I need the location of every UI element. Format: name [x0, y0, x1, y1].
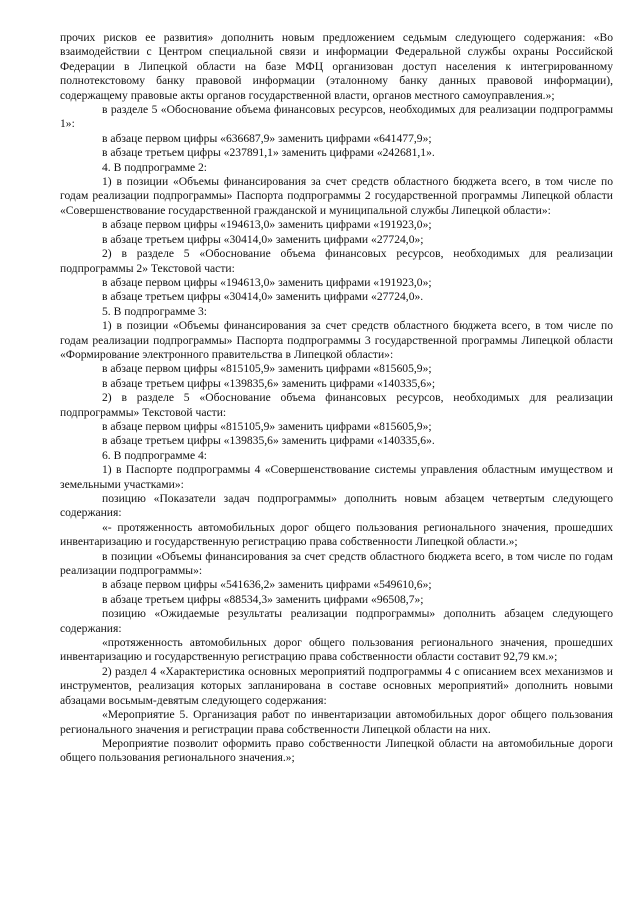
paragraph-sub4-passport: 1) в Паспорте подпрограммы 4 «Совершенствование системы управления областным имуществом и земельными участками»: — [60, 463, 613, 491]
paragraph-heading-sub4: 6. В подпрограмме 4: — [102, 448, 208, 462]
paragraph-sub4-results-quote: «протяженность автомобильных дорог общего пользования регионального значения, прошедших инвентаризацию и государственную регистрацию права собственности области составит 92,79 км.»; — [60, 636, 613, 664]
document-page — [60, 31, 613, 766]
paragraph-sub4-funding-third: в абзаце третьем цифры «88534,3» заменить цифрами «96508,7»; — [102, 592, 424, 606]
paragraph-sub2-section-third: в абзаце третьем цифры «30414,0» заменить цифрами «27724,0». — [102, 290, 424, 304]
paragraph-sub3-passport-third: в абзаце третьем цифры «139835,6» заменить цифрами «140335,6»; — [102, 376, 436, 390]
paragraph-sub4-funding: в позиции «Объемы финансирования за счет средств областного бюджета всего, в том числе по годам реализации подпрограммы»: — [60, 549, 613, 578]
paragraph-sub4-measure-5: «Мероприятие 5. Организация работ по инвентаризации автомобильных дорог общего пользования регионального значения и регистрации права собственности Липецкой области на них. — [60, 708, 613, 736]
paragraph-sub4-indicators: позицию «Показатели задач подпрограммы» дополнить новым абзацем четвертым следующего содержания: — [60, 492, 613, 520]
paragraph-sub1-first-abzac: в абзаце первом цифры «636687,9» заменить цифрами «641477,9»; — [102, 131, 432, 145]
paragraph-sub4-funding-first: в абзаце первом цифры «541636,2» заменить цифрами «549610,6»; — [102, 578, 432, 592]
paragraph-sub1-third-abzac: в абзаце третьем цифры «237891,1» заменить цифрами «242681,1». — [102, 146, 435, 160]
paragraph-intro-continuation: прочих рисков ее развития» дополнить новым предложением седьмым следующего содержания: «Во взаимодействии с Центром специальной связи и информации Федеральной службы охраны Российской Федерации в Липецкой области на базе МФЦ организован доступ населения к интегрированному полнотекстовому банку правовой информации (эталонному банку данных правовой информации), содержащему правовые акты органов государственной власти, органов местного самоуправления.»; — [60, 31, 613, 102]
paragraph-sub4-results: позицию «Ожидаемые результаты реализации подпрограммы» дополнить абзацем следующего содержания: — [60, 607, 613, 635]
paragraph-heading-sub3: 5. В подпрограмме 3: — [102, 304, 208, 318]
paragraph-section-5-sub1: в разделе 5 «Обоснование объема финансовых ресурсов, необходимых для реализации подпрограммы 1»: — [60, 103, 613, 131]
paragraph-heading-sub2: 4. В подпрограмме 2: — [102, 160, 208, 174]
paragraph-sub2-passport: 1) в позиции «Объемы финансирования за счет средств областного бюджета всего, в том числе по годам реализации подпрограммы» Паспорта подпрограммы 2 государственной программы Липецкой области «Совершенствование государственной гражданской и муниципальной службы Липецкой области»: — [60, 175, 613, 217]
paragraph-sub3-section-third: в абзаце третьем цифры «139835,6» заменить цифрами «140335,6». — [102, 434, 435, 448]
paragraph-sub2-section-5: 2) в разделе 5 «Обоснование объема финансовых ресурсов, необходимых для реализации подпрограммы 2» Текстовой части: — [60, 247, 613, 275]
paragraph-sub3-section-5: 2) в разделе 5 «Обоснование объема финансовых ресурсов, необходимых для реализации подпрограммы» Текстовой части: — [60, 391, 613, 419]
paragraph-sub2-section-first: в абзаце первом цифры «194613,0» заменить цифрами «191923,0»; — [102, 275, 432, 289]
paragraph-sub3-passport: 1) в позиции «Объемы финансирования за счет средств областного бюджета всего, в том числе по годам реализации подпрограммы» Паспорта подпрограммы 3 государственной программы Липецкой области «Формирование электронного правительства в Липецкой области»: — [60, 319, 613, 361]
paragraph-sub4-measure-5-result: Мероприятие позволит оформить право собственности Липецкой области на автомобильные дороги общего пользования регионального значения.»; — [60, 736, 613, 765]
paragraph-sub2-passport-first: в абзаце первом цифры «194613,0» заменить цифрами «191923,0»; — [102, 218, 432, 232]
paragraph-sub2-passport-third: в абзаце третьем цифры «30414,0» заменить цифрами «27724,0»; — [102, 232, 424, 246]
paragraph-sub4-section-4: 2) раздел 4 «Характеристика основных мероприятий подпрограммы 4 с описанием всех механизмов и инструментов, реализация которых запланирована в составе основных мероприятий» дополнить новыми абзацами восьмым-девятым следующего содержания: — [60, 664, 613, 707]
paragraph-sub3-section-first: в абзаце первом цифры «815105,9» заменить цифрами «815605,9»; — [102, 419, 432, 433]
paragraph-sub4-indicator-quote: «- протяженность автомобильных дорог общего пользования регионального значения, прошедших инвентаризацию и государственную регистрацию права собственности Липецкой области.»; — [60, 520, 613, 549]
paragraph-sub3-passport-first: в абзаце первом цифры «815105,9» заменить цифрами «815605,9»; — [102, 362, 432, 376]
